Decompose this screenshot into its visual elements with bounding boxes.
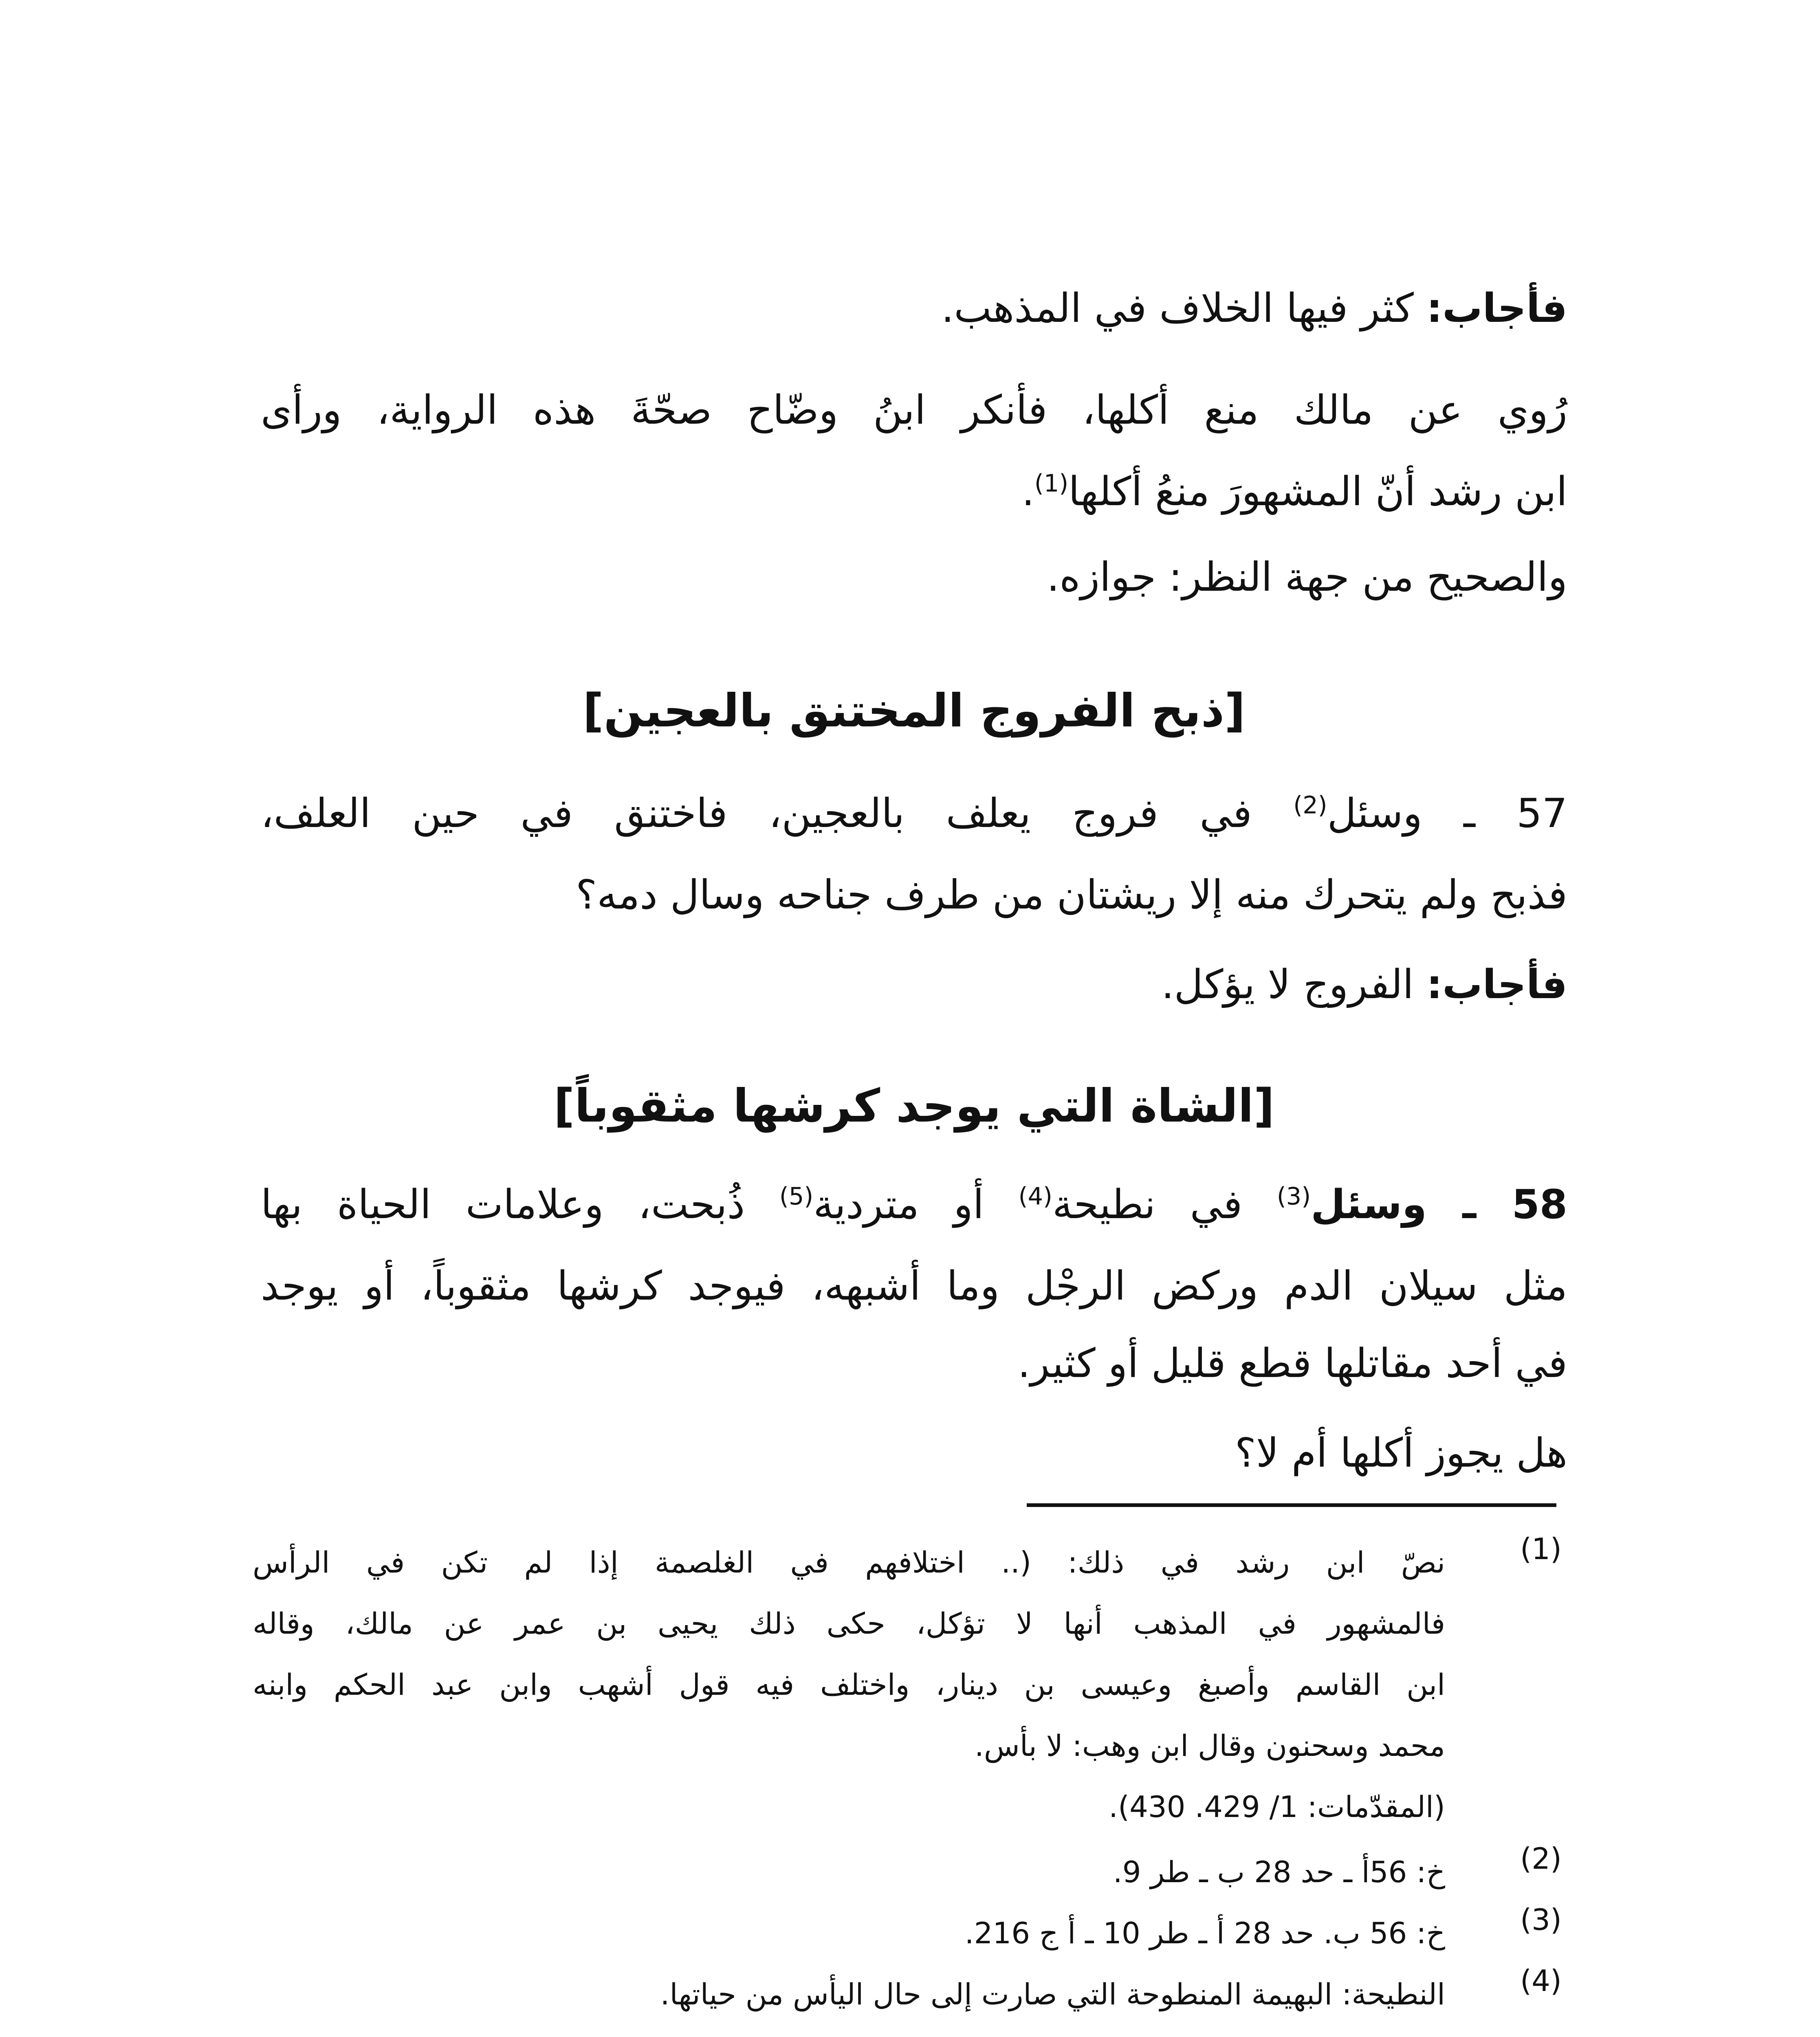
answer-label: فأجاب: [1426,961,1567,1008]
question-number: 57 [1516,790,1567,837]
footnote-line: فالمشهور في المذهب أنها لا تؤكل، حكى ذلك يحيى بن عمر عن مالك، وقاله [253,1606,1445,1641]
question-57-line: فذبح ولم يتحرك منه إلا ريشتان من طرف جناحه وسال دمه؟ [576,872,1567,918]
question-58-line: مثل سيلان الدم وركض الرجْل وما أشبهه، فيوجد كرشها مثقوباً، أو يوجد [261,1263,1567,1309]
paragraph-line [261,469,1567,515]
footnote-3 [253,1903,1567,1964]
question-text: أو متردية [813,1181,1019,1228]
section-heading: [ذبح الفروج المختنق بالعجين] [583,684,1246,737]
footnote-line: خ: 56 ب. حد 28 أ ـ طر 10 ـ أ ج 216. [964,1916,1445,1950]
question-label: ـ وسئل [1311,1181,1512,1228]
answer-text: الفروج لا يؤكل. [1161,961,1426,1008]
footnote-number: (4) [1520,1964,1562,1998]
paragraph-text: ابن رشد أنّ المشهورَ منعُ أكلها [1068,469,1567,515]
footnote-4 [253,1964,1567,2037]
answer-label: فأجاب: [1426,285,1567,332]
question-57-line [261,790,1567,837]
footnote-line [253,2025,1445,2037]
answer-paragraph-1 [261,285,1567,332]
question-text: في نطيحة [1052,1181,1277,1228]
footnote-number: (2) [1520,1841,1562,1876]
footnote-line: محمد وسحنون وقال ابن وهب: لا بأس. [975,1729,1445,1763]
footnote-number: (3) [1520,1903,1562,1937]
footnote-line: نصّ ابن رشد في ذلك: (.. اختلافهم في الغلصمة إذا لم تكن في الرأس [253,1545,1445,1579]
footnote-ref: (5) [779,1182,814,1210]
footnote-line: خ: 56أ ـ حد 28 ب ـ طر 9. [1113,1855,1445,1889]
footnote-2 [253,1841,1567,1903]
footnote-ref: (2) [1293,791,1327,819]
question-text: في فروج يعلف بالعجين، فاختنق في حين العلف، [261,790,1294,837]
paragraph-line: رُوي عن مالك منع أكلها، فأنكر ابنُ وضّاح صحّةَ هذه الرواية، ورأى [261,387,1567,433]
footnote-line: النطيحة: البهيمة المنطوحة التي صارت إلى حال اليأس من حياتها. [660,1977,1445,2011]
question-number: 58 [1512,1181,1567,1228]
answer-text: كثر فيها الخلاف في المذهب. [941,285,1426,332]
footnote-number: (1) [1520,1532,1562,1566]
question-58-line [261,1181,1567,1228]
footnote-ref: (3) [1276,1182,1311,1210]
paragraph-line: والصحيح من جهة النظر: جوازه. [1047,554,1567,601]
paragraph-text: . [1021,469,1034,515]
footnote-separator [1027,1503,1556,1507]
footnote-line: ابن القاسم وأصبغ وعيسى بن دينار، واختلف فيه قول أشهب وابن عبد الحكم وابنه [253,1667,1445,1702]
question-text: ـ وسئل [1327,790,1517,837]
footnote-ref: (1) [1034,469,1069,497]
footnote-1 [253,1532,1567,1841]
question-text: ذُبحت، وعلامات الحياة بها [261,1181,779,1228]
section-heading: [الشاة التي يوجد كرشها مثقوباً] [553,1080,1275,1133]
footnote-line: (المقدّمات: 1/ 429. 430). [1109,1790,1445,1824]
question-text: هل يجوز أكلها أم لا؟ [1235,1430,1567,1476]
footnote-ref: (4) [1018,1182,1052,1210]
answer-paragraph-2 [261,961,1567,1008]
question-58-line: في أحد مقاتلها قطع قليل أو كثير. [1017,1340,1567,1387]
